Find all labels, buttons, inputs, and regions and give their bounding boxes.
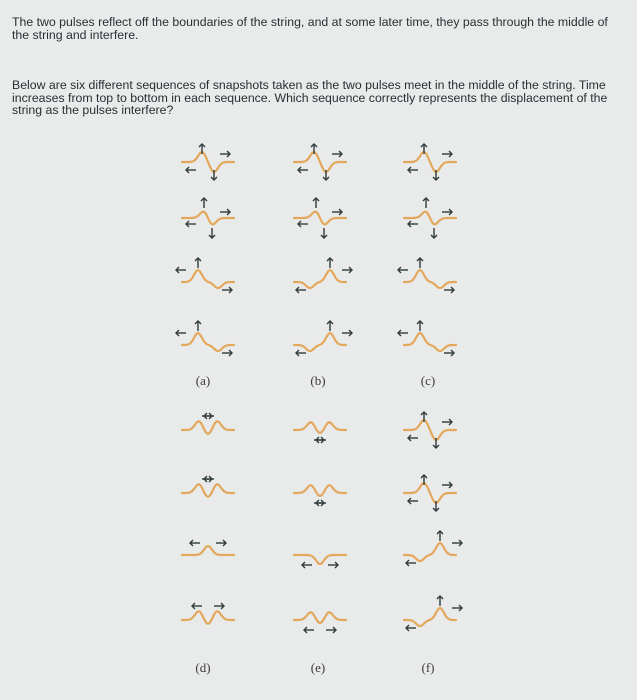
sequence-a-snapshot-1-string — [182, 152, 234, 172]
sequence-f-snapshot-4-string — [404, 608, 456, 626]
sequence-a-snapshot-2-string — [182, 212, 234, 225]
label-sequence-f: (f) — [421, 660, 435, 675]
sequence-c-snapshot-4-string — [404, 333, 456, 351]
sequence-b-snapshot-3-string — [294, 270, 346, 288]
sequence-d-snapshot-4-string — [182, 611, 234, 623]
label-sequence-d: (d) — [195, 660, 211, 675]
sequence-f-snapshot-3-string — [404, 543, 456, 561]
sequence-c-snapshot-1-string — [404, 152, 456, 172]
sequence-b-snapshot-2-string — [294, 212, 346, 225]
sequence-e-snapshot-1-string — [294, 422, 346, 433]
sequence-a-snapshot-3-string — [182, 270, 234, 288]
sequence-e-snapshot-4-string — [294, 612, 346, 623]
sequence-a-snapshot-4-string — [182, 333, 234, 351]
sequence-d-snapshot-1-string — [182, 421, 234, 433]
sequence-f-snapshot-2-string — [404, 483, 456, 503]
sequence-c-snapshot-2-string — [404, 212, 456, 225]
sequence-d-snapshot-3-string — [182, 546, 234, 555]
question-paragraph-1: The two pulses reflect off the boundaries of the string, and at some later time, they pass through the middle of the string and interfere. — [12, 15, 608, 42]
sequence-d-snapshot-2-string — [182, 484, 234, 496]
sequence-b-snapshot-1-string — [294, 152, 346, 172]
sequence-e-snapshot-2-string — [294, 485, 346, 496]
label-sequence-e: (e) — [310, 660, 326, 675]
label-sequence-c: (c) — [420, 373, 436, 388]
sequence-c-snapshot-3-string — [404, 270, 456, 288]
sequence-f-snapshot-1-string — [404, 420, 456, 440]
question-paragraph-2: Below are six different sequences of snapshots taken as the two pulses meet in the middle of the string. Time increases from top to bottom in each sequence. Which sequence correctly represents the displacement of the string as the pulses interfere? — [12, 78, 608, 117]
sequence-e-snapshot-3-string — [294, 555, 346, 564]
label-sequence-a: (a) — [195, 373, 211, 388]
sequence-b-snapshot-4-string — [294, 333, 346, 351]
label-sequence-b: (b) — [310, 373, 326, 388]
